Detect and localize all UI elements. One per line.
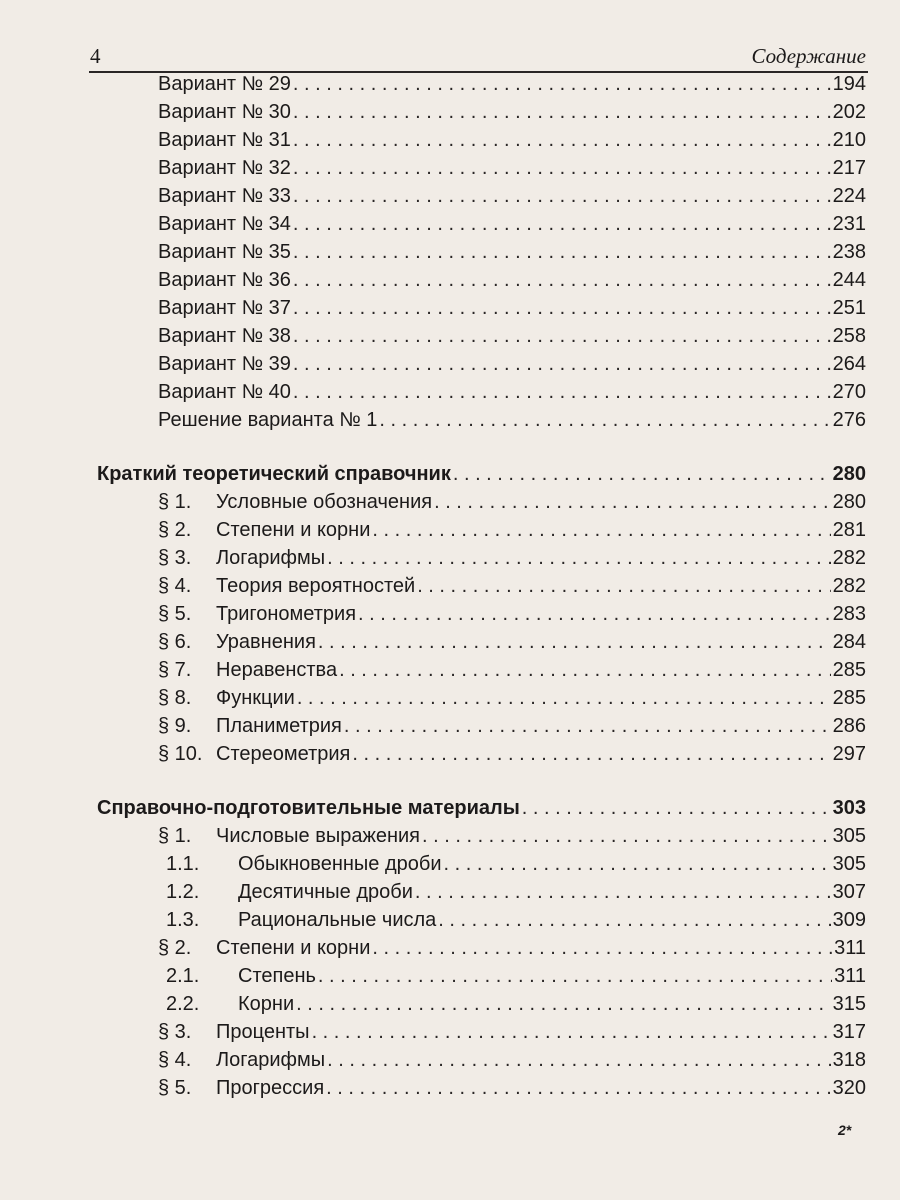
toc-entry [158,1049,866,1075]
signature-mark: 2* [838,1122,852,1138]
dot-leader [372,937,832,960]
toc-entry-title: Вариант № 33 [158,185,291,207]
toc-entry-title: Планиметрия [216,715,342,737]
toc-entry-page: 315 [832,993,866,1015]
dot-leader [522,797,831,820]
toc-entry-title: Логарифмы [216,1049,326,1071]
dot-leader [293,129,831,152]
toc-entry-title: Вариант № 31 [158,129,291,151]
toc-entry-number: § 4. [158,1049,192,1071]
dot-leader [358,603,831,626]
toc-entry-page: 224 [832,185,866,207]
toc-entry [158,715,866,741]
toc-entry [158,185,866,211]
dot-leader [434,491,831,514]
toc-entry-page: 311 [834,965,866,987]
toc-entry-title: Проценты [216,1021,310,1043]
toc-entry-page: 258 [832,325,866,347]
toc-entry-page: 284 [832,631,866,653]
toc-entry-number: § 5. [158,1077,192,1099]
toc-entry [158,937,866,963]
toc-entry-title: Десятичные дроби [238,881,413,903]
toc-entry [158,157,866,183]
toc-entry-number: § 7. [158,659,192,681]
dot-leader [453,463,831,486]
toc-entry [158,825,866,851]
dot-leader [297,687,831,710]
toc-entry-title: Вариант № 30 [158,101,291,123]
toc-entry-title: Вариант № 35 [158,241,291,263]
toc-entry-title: Условные обозначения [216,491,433,513]
toc-entry-title: Рациональные числа [238,909,437,931]
toc-entry-page: 217 [832,157,866,179]
toc-entry [158,491,866,517]
toc-entry-number: 1.1. [166,853,200,875]
dot-leader [344,715,831,738]
toc-entry-title: Степени и корни [216,519,371,541]
dot-leader [312,1021,831,1044]
dot-leader [293,73,831,96]
toc-entry-title: Вариант № 29 [158,73,291,95]
toc-entry [158,1021,866,1047]
toc-entry-number: § 2. [158,519,192,541]
dot-leader [438,909,830,932]
dot-leader [352,743,830,766]
toc-entry-number: § 10. [158,743,203,765]
toc-entry-page: 317 [832,1021,866,1043]
dot-leader [293,269,831,292]
dot-leader [326,1077,830,1100]
toc-entry-page: 210 [832,129,866,151]
toc-entry-title: Вариант № 37 [158,297,291,319]
toc-entry-page: 318 [832,1049,866,1071]
toc-section-heading [97,797,866,823]
toc-section-heading [97,463,866,489]
toc-entry [158,101,866,127]
toc-entry-number: § 3. [158,1021,192,1043]
toc-entry-number: § 2. [158,937,192,959]
dot-leader [417,575,830,598]
toc-entry [158,325,866,351]
toc-entry-number: § 1. [158,491,192,513]
dot-leader [327,1049,831,1072]
toc-entry-title: Вариант № 32 [158,157,291,179]
toc-entry-page: 276 [832,409,866,431]
toc-entry-title: Решение варианта № 1 [158,409,378,431]
toc-entry-title: Стереометрия [216,743,351,765]
toc-entry [158,241,866,267]
toc-entry-title: Вариант № 36 [158,269,291,291]
toc-entry-page: 264 [832,353,866,375]
toc-entry [166,965,866,991]
toc-entry-page: 297 [832,743,866,765]
toc-entry-title: Неравенства [216,659,338,681]
dot-leader [339,659,831,682]
toc-entry-page: 311 [834,937,866,959]
toc-entry-page: 282 [832,575,866,597]
toc-entry [158,547,866,573]
toc-entry [158,519,866,545]
toc-entry-number: § 4. [158,575,192,597]
toc-entry [166,993,866,1019]
toc-entry [158,269,866,295]
dot-leader [293,241,831,264]
toc-entry-title: Краткий теоретический справочник [97,463,451,485]
toc-entry-number: § 9. [158,715,192,737]
page-number: 4 [90,44,101,68]
toc-entry [158,743,866,769]
toc-entry-title: Справочно-подготовительные материалы [97,797,520,819]
toc-entry-page: 285 [832,659,866,681]
dot-leader [318,631,831,654]
toc-entry [166,881,866,907]
toc-entry-title: Обыкновенные дроби [238,853,442,875]
toc-entry-number: 1.3. [166,909,200,931]
toc-entry [158,381,866,407]
dot-leader [293,325,831,348]
toc-entry-page: 251 [832,297,866,319]
toc-entry-number: § 5. [158,603,192,625]
dot-leader [293,185,831,208]
toc-entry-page: 303 [832,797,866,819]
dot-leader [293,101,831,124]
toc-entry [158,213,866,239]
dot-leader [444,853,831,876]
toc-entry-page: 270 [832,381,866,403]
dot-leader [415,881,831,904]
toc-entry-page: 286 [832,715,866,737]
toc-entry [166,853,866,879]
toc-entry-number: 2.2. [166,993,200,1015]
toc-entry-number: § 8. [158,687,192,709]
toc-entry-page: 194 [832,73,866,95]
toc-entry-number: § 1. [158,825,192,847]
dot-leader [293,297,831,320]
toc-entry-page: 285 [832,687,866,709]
toc-entry-page: 280 [832,491,866,513]
toc-entry-title: Вариант № 39 [158,353,291,375]
toc-entry-page: 305 [832,853,866,875]
toc-entry-number: § 6. [158,631,192,653]
toc-entry-title: Прогрессия [216,1077,325,1099]
toc-entry-title: Теория вероятностей [216,575,416,597]
toc-entry [158,687,866,713]
toc-entry-page: 231 [832,213,866,235]
toc-entry-title: Числовые выражения [216,825,420,847]
toc-entry-number: 1.2. [166,881,200,903]
toc-entry [158,575,866,601]
toc-entry-title: Логарифмы [216,547,326,569]
dot-leader [379,409,830,432]
toc-entry-title: Тригонометрия [216,603,357,625]
toc-entry-page: 280 [832,463,866,485]
toc-entry-page: 281 [832,519,866,541]
toc-entry [158,297,866,323]
toc-entry [158,129,866,155]
toc-entry-title: Степени и корни [216,937,371,959]
toc-entry-page: 202 [832,101,866,123]
toc-entry-number: 2.1. [166,965,200,987]
toc-entry-title: Степень [238,965,316,987]
toc-entry [158,409,866,435]
toc-entry-title: Функции [216,687,295,709]
toc-entry-page: 320 [832,1077,866,1099]
toc-entry-title: Вариант № 34 [158,213,291,235]
toc-entry-page: 244 [832,269,866,291]
dot-leader [293,381,831,404]
dot-leader [293,213,831,236]
toc-entry [158,353,866,379]
dot-leader [372,519,830,542]
running-header-title: Содержание [751,44,866,68]
dot-leader [293,353,831,376]
toc-entry-page: 309 [832,909,866,931]
toc-entry [158,73,866,99]
dot-leader [422,825,831,848]
dot-leader [318,965,832,988]
toc-entry-title: Корни [238,993,295,1015]
toc-entry [158,1077,866,1103]
dot-leader [327,547,831,570]
toc-entry-page: 238 [832,241,866,263]
toc-entry-page: 283 [832,603,866,625]
toc-entry [158,631,866,657]
toc-entry-title: Вариант № 40 [158,381,291,403]
toc-entry-title: Уравнения [216,631,316,653]
dot-leader [296,993,831,1016]
toc-entry-page: 305 [832,825,866,847]
toc-entry [158,603,866,629]
toc-entry [166,909,866,935]
toc-entry-page: 282 [832,547,866,569]
toc-entry-title: Вариант № 38 [158,325,291,347]
toc-entry-number: § 3. [158,547,192,569]
toc-entry-page: 307 [832,881,866,903]
dot-leader [293,157,831,180]
toc-entry [158,659,866,685]
